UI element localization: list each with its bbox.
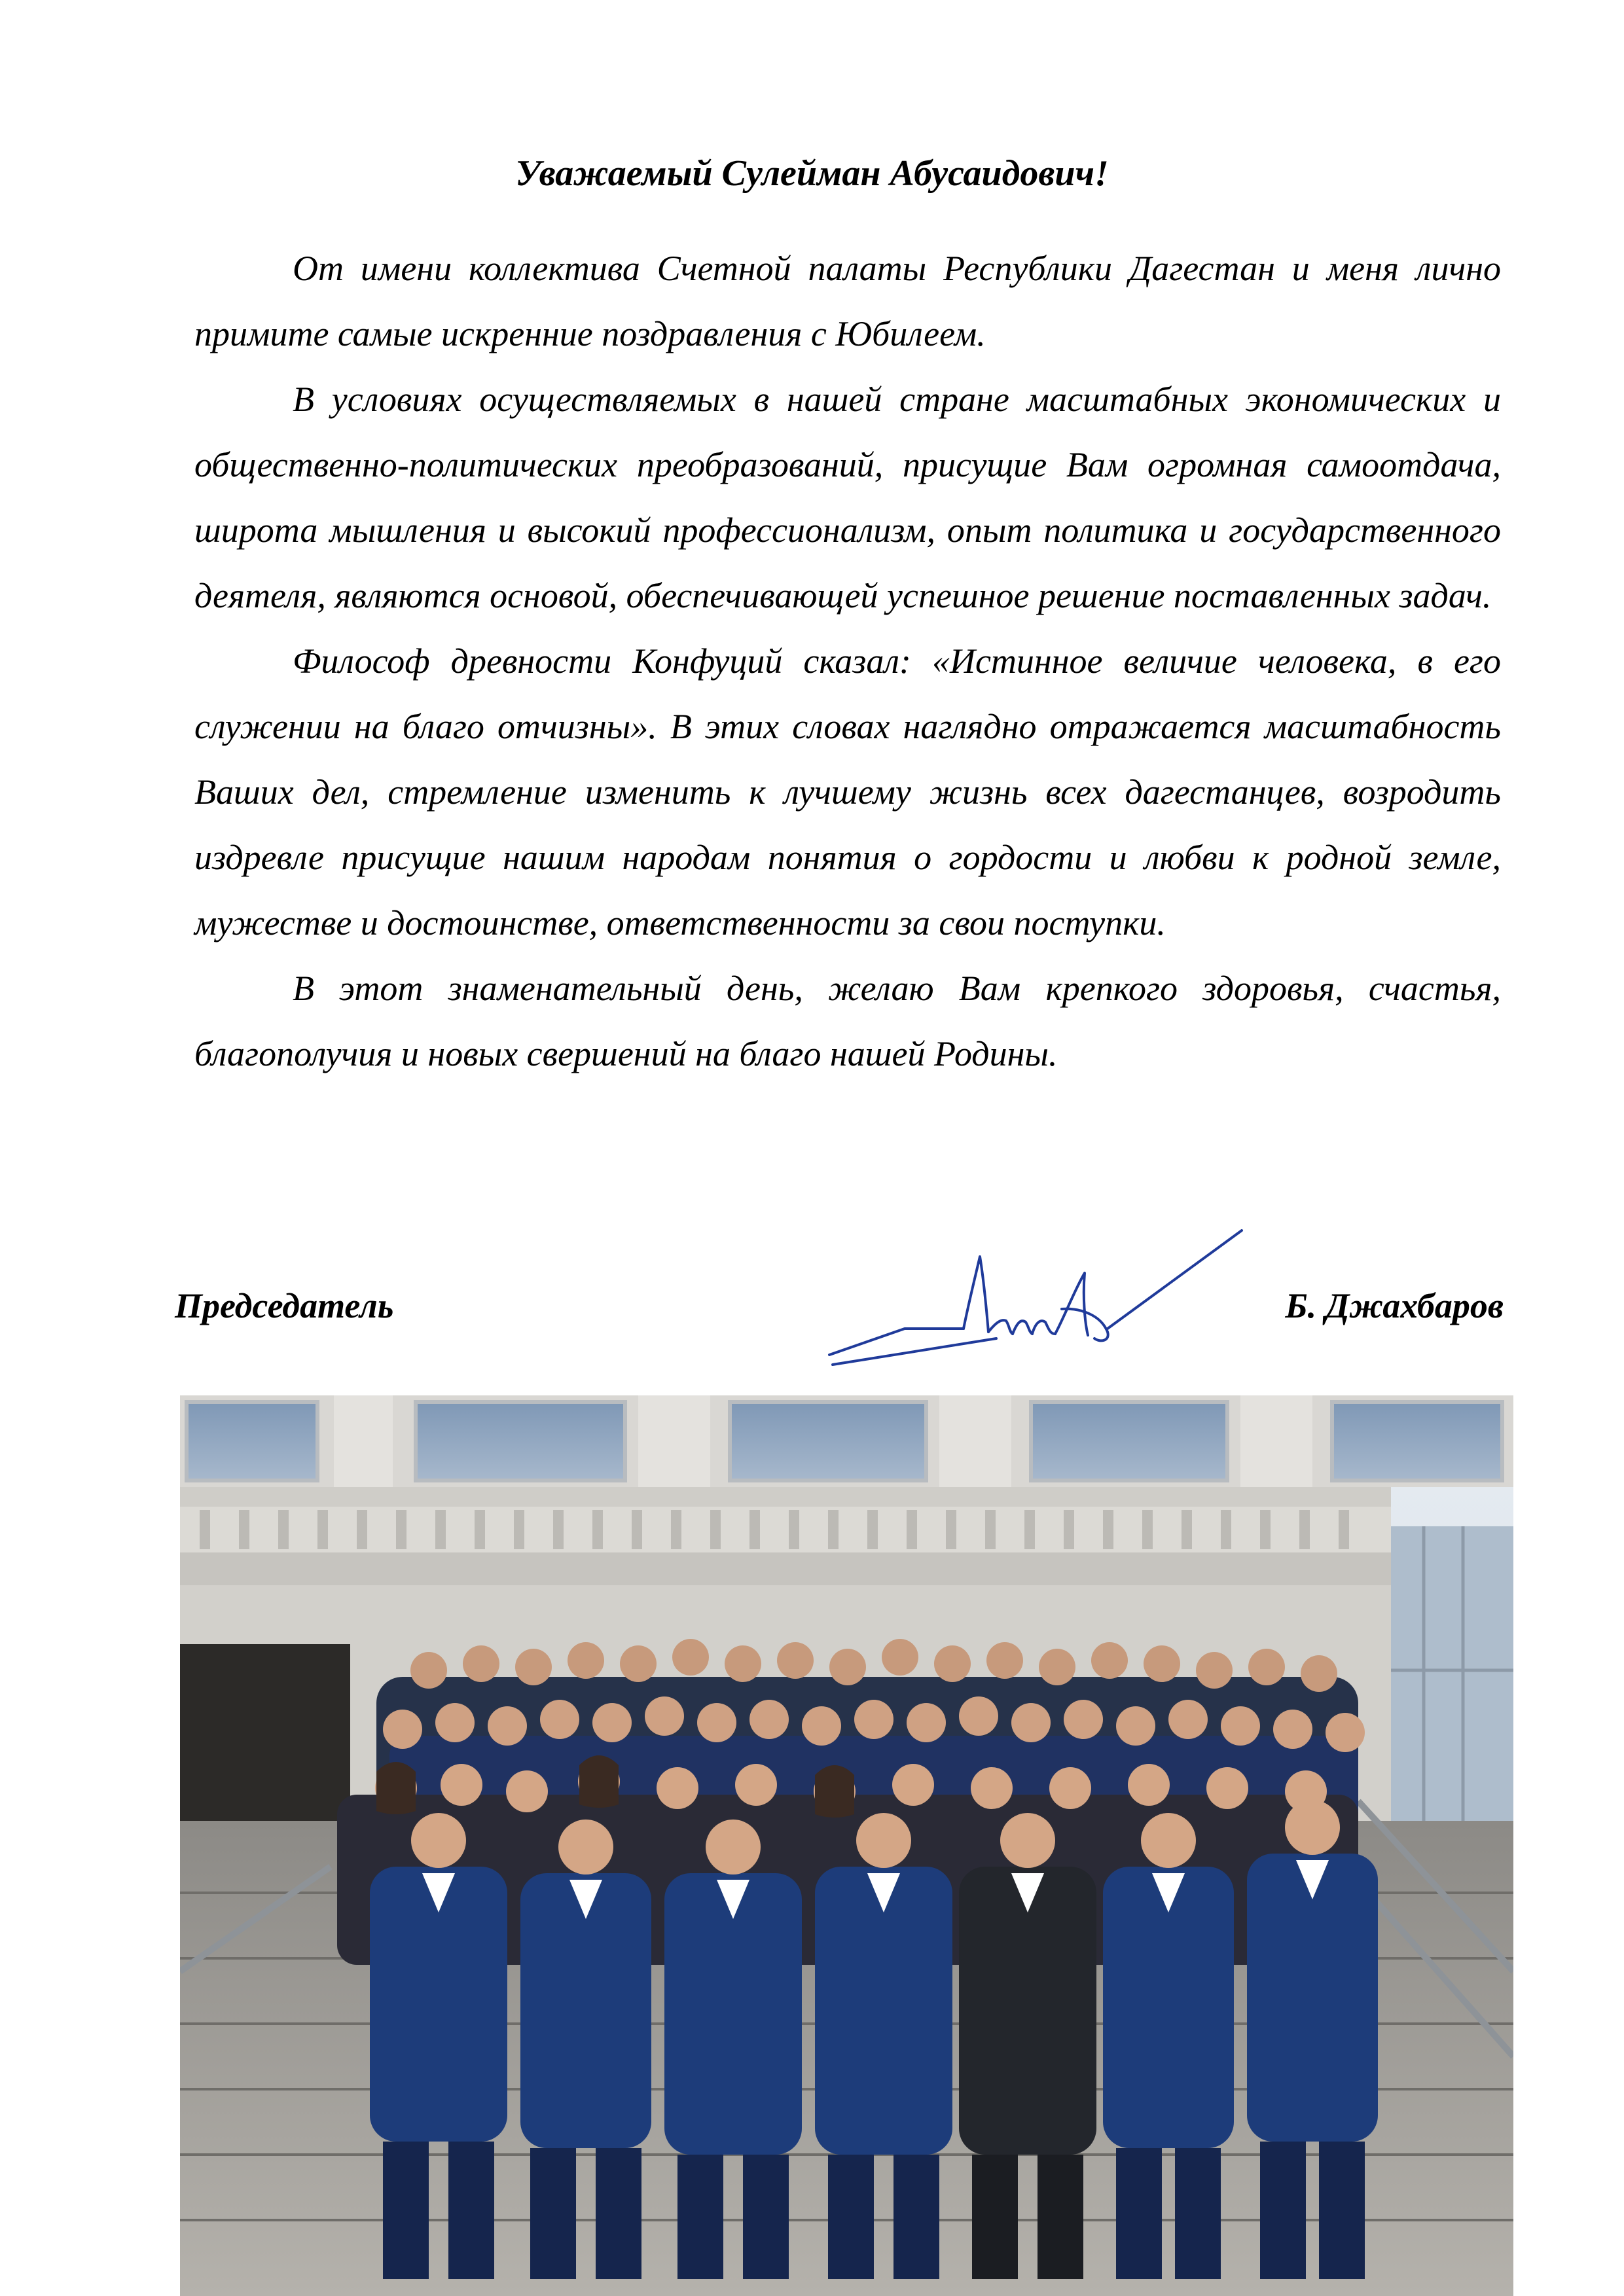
signatory-name: Б. Джахбаров [1285,1286,1504,1325]
letter-greeting: Уважаемый Сулейман Абусаидович! [515,153,1109,194]
group-photo [180,1395,1513,2296]
signatory-position: Председатель [175,1286,394,1325]
paragraph-2: В условиях осуществляемых в нашей стране масштабных экономических и общественно-политических преобразований, присущие Вам огромная самоотдача, широта мышления и высокий профессионализм, опыт политика и государственного деятеля, являются основой, обеспечивающей успешное решение поставленных задач. [194,380,1501,615]
handwritten-signature [656,1224,1245,1381]
letter-body [194,236,1501,1086]
paragraph-3: Философ древности Конфуций сказал: «Истинное величие человека, в его служении на благо отчизны». В этих словах наглядно отражается масштабность Ваших дел, стремление изменить к лучшему жизнь всех дагестанцев, возродить издревле присущие нашим народам понятия о гордости и любви к родной земле, мужестве и достоинстве, ответственности за свои поступки. [194,641,1501,942]
group-photo-illustration [180,1395,1513,2296]
signature-block [175,1270,1504,1361]
paragraph-4: В этот знаменательный день, желаю Вам крепкого здоровья, счастья, благополучия и новых свершений на благо нашей Родины. [194,969,1501,1073]
paragraph-1: От имени коллектива Счетной палаты Республики Дагестан и меня лично примите самые искренние поздравления с Юбилеем. [194,249,1501,353]
